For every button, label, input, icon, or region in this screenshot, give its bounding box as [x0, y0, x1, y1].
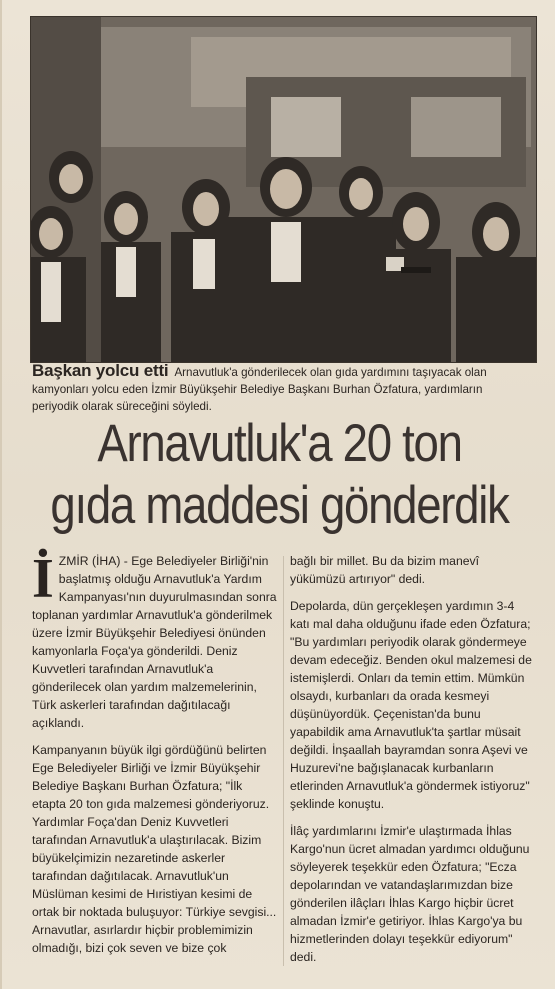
headline-line-2: gıda maddesi gönderdik — [50, 476, 509, 535]
article-paragraph: bağlı bir millet. Bu da bizim manevî yükümüzü artırıyor" dedi. — [290, 554, 479, 586]
caption-title: Başkan yolcu etti — [32, 361, 169, 380]
drop-cap: İ — [32, 548, 54, 610]
column-divider — [283, 556, 284, 966]
article-column-right — [290, 552, 536, 975]
photo-caption — [32, 362, 532, 415]
paragraph-text: ZMİR (İHA) - Ege Belediyeler Birliği'nin başlatmış olduğu Arnavutluk'a Yardım Kampanyası'nın duyurulmasından sonra toplanan yardımlar Arnavutluk'a gönderilmek üzere İzmir Büyükşehir Belediyesi önünden kamyonlarla Foça'ya gönderildi. Deniz Kuvvetleri tarafından Arnavutluk'a gönderilecek olan yardım malzemelerinin, Türk askerleri tarafından dağıtılacağı açıklandı. — [32, 554, 277, 730]
article-paragraph: İlâç yardımlarını İzmir'e ulaştırmada İhlas Kargo'nun ücret almadan yardımcı olduğunu söyleyerek teşekkür eden Özfatura; "Ecza depolarından ve vatandaşlarımızdan bize gönderilen ilâçları İhlas Kargo hiçbir ücret almadan İzmir'e getiriyor. İhlas Kargo'ya bu hizmetlerinden dolayı teşekkür ediyorum" dedi. — [290, 824, 530, 964]
caption-text: Arnavutluk'a gönderilecek olan gıda yardımını taşıyacak olan kamyonları yolcu eden İzmir Büyükşehir Belediye Başkanı Burhan Özfatura, yardımların periyodik olarak süreceğini söyledi. — [32, 366, 487, 413]
article-paragraph: Kampanyanın büyük ilgi gördüğünü belirten Ege Belediyeler Birliği ve İzmir Büyükşehir Belediye Başkanı Burhan Özfatura; "İlk etapta 20 ton gıda malzemesi gönderiyoruz. Yardımlar Foça'dan Deniz Kuvvetleri tarafından Arnavutluk'a ulaştırılacak. Bizim büyükelçimizin nezaretinde askerler tarafından dağıtılacak. Arnavutluk'un Müslüman kesimi de Hıristiyan kesimi de ortak bir noktada buluşuyor: Türkiye sevgisi... Arnavutlar, asırlardır hiçbir problemimizin olmadığı, bizi çok seven ve bize çok — [32, 743, 277, 955]
article-column-left — [32, 548, 278, 966]
headline-line-1: Arnavutluk'a 20 ton — [97, 414, 462, 473]
article-paragraph: Depolarda, dün gerçekleşen yardımın 3-4 katı mal daha olduğunu ifade eden Özfatura; "Bu yardımları periyodik olarak göndermeye devam edeceğiz. Benden okul malzemesi de istemişlerdi. Onları da temin ettim. Mümkün olsaydı, kurbanları da orada kesmeyi düşünüyordük. Çeçenistan'da bunu yapabildik ama Arnavutluk'ta şartlar müsait değildi. İnşaallah bayramdan sonra Aşevi ve Huzurevi'ne bağışlanacak kurbanların etlerinden Arnavutluk'a göndermek istiyoruz" şeklinde konuştu. — [290, 599, 532, 811]
article-paragraph — [32, 548, 278, 732]
news-photo — [30, 16, 537, 363]
